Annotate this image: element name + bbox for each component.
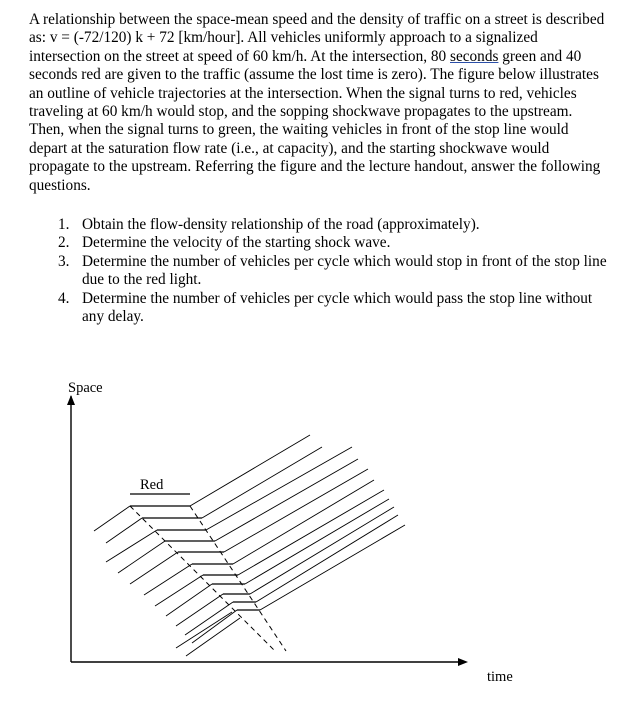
question-list — [0, 216, 626, 326]
x-axis-arrow-icon — [458, 658, 468, 666]
question-number: 1. — [58, 216, 70, 233]
departure-trajectory — [256, 515, 398, 602]
approach-trajectory — [106, 518, 142, 543]
approach-trajectory — [130, 552, 178, 584]
approach-trajectory — [94, 506, 130, 531]
axes — [67, 395, 468, 666]
departure-trajectory — [260, 525, 405, 610]
y-axis-label: Space — [68, 380, 103, 396]
question-number: 2. — [58, 234, 70, 252]
question-text: Determine the velocity of the starting shock wave. — [82, 234, 391, 252]
problem-text-1: A relationship between the space-mean speed and the density of traffic on a street is described as: v = (-72/120) k + 72 [km/hour]. All vehicles uniformly approach to a signalized intersection on the street at speed of 60 km/h. At the intersection, 80 — [29, 11, 605, 65]
question-item — [0, 253, 612, 290]
vehicle-trajectories — [94, 435, 405, 656]
question-item — [0, 290, 612, 327]
question-text: Determine the number of vehicles per cycle which would pass the stop line without any delay. — [82, 289, 593, 326]
time-space-diagram — [0, 360, 626, 714]
approach-trajectory — [166, 584, 212, 616]
question-item — [0, 234, 612, 252]
problem-statement — [29, 11, 609, 195]
spellcheck-underlined-word: seconds — [450, 47, 499, 65]
departure-trajectory — [224, 469, 368, 552]
departure-trajectory — [250, 507, 394, 594]
departure-trajectory — [233, 480, 374, 564]
departure-trajectory — [206, 447, 352, 530]
question-text: Determine the number of vehicles per cycle which would stop in front of the stop line due to the red light. — [82, 252, 607, 289]
x-axis-label: time — [487, 669, 513, 685]
red-signal-label: Red — [140, 477, 164, 493]
stopping-shockwave — [130, 506, 274, 650]
shockwaves — [130, 506, 286, 651]
question-number: 3. — [58, 252, 70, 270]
approach-trajectory — [118, 541, 165, 573]
approach-trajectory — [155, 575, 203, 606]
question-text: Obtain the flow-density relationship of the road (approximately). — [82, 216, 480, 233]
approach-trajectory — [144, 564, 192, 595]
departure-trajectory — [190, 435, 310, 506]
approach-trajectory — [106, 530, 157, 562]
departure-trajectory — [215, 459, 358, 541]
question-number: 4. — [58, 289, 70, 307]
departure-trajectory — [202, 447, 322, 518]
problem-text-2: green and 40 seconds red are given to the traffic (assume the lost time is zero). The figure below illustrates an outline of vehicle trajectories at the intersection. When the signal turns to red, vehicles traveling at 60 km/h would stop, and the sopping shockwave propagates to the upstream. Then, when the signal turns to green, the waiting vehicles in front of the stop line would depart at the saturation flow rate (i.e., at capacity), and the starting shockwave would propagate to the upstream. Referring the figure and the lecture handout, answer the following questions. — [29, 47, 601, 194]
approach-trajectory — [176, 594, 223, 626]
departure-trajectory — [238, 490, 384, 575]
question-item — [0, 216, 612, 234]
